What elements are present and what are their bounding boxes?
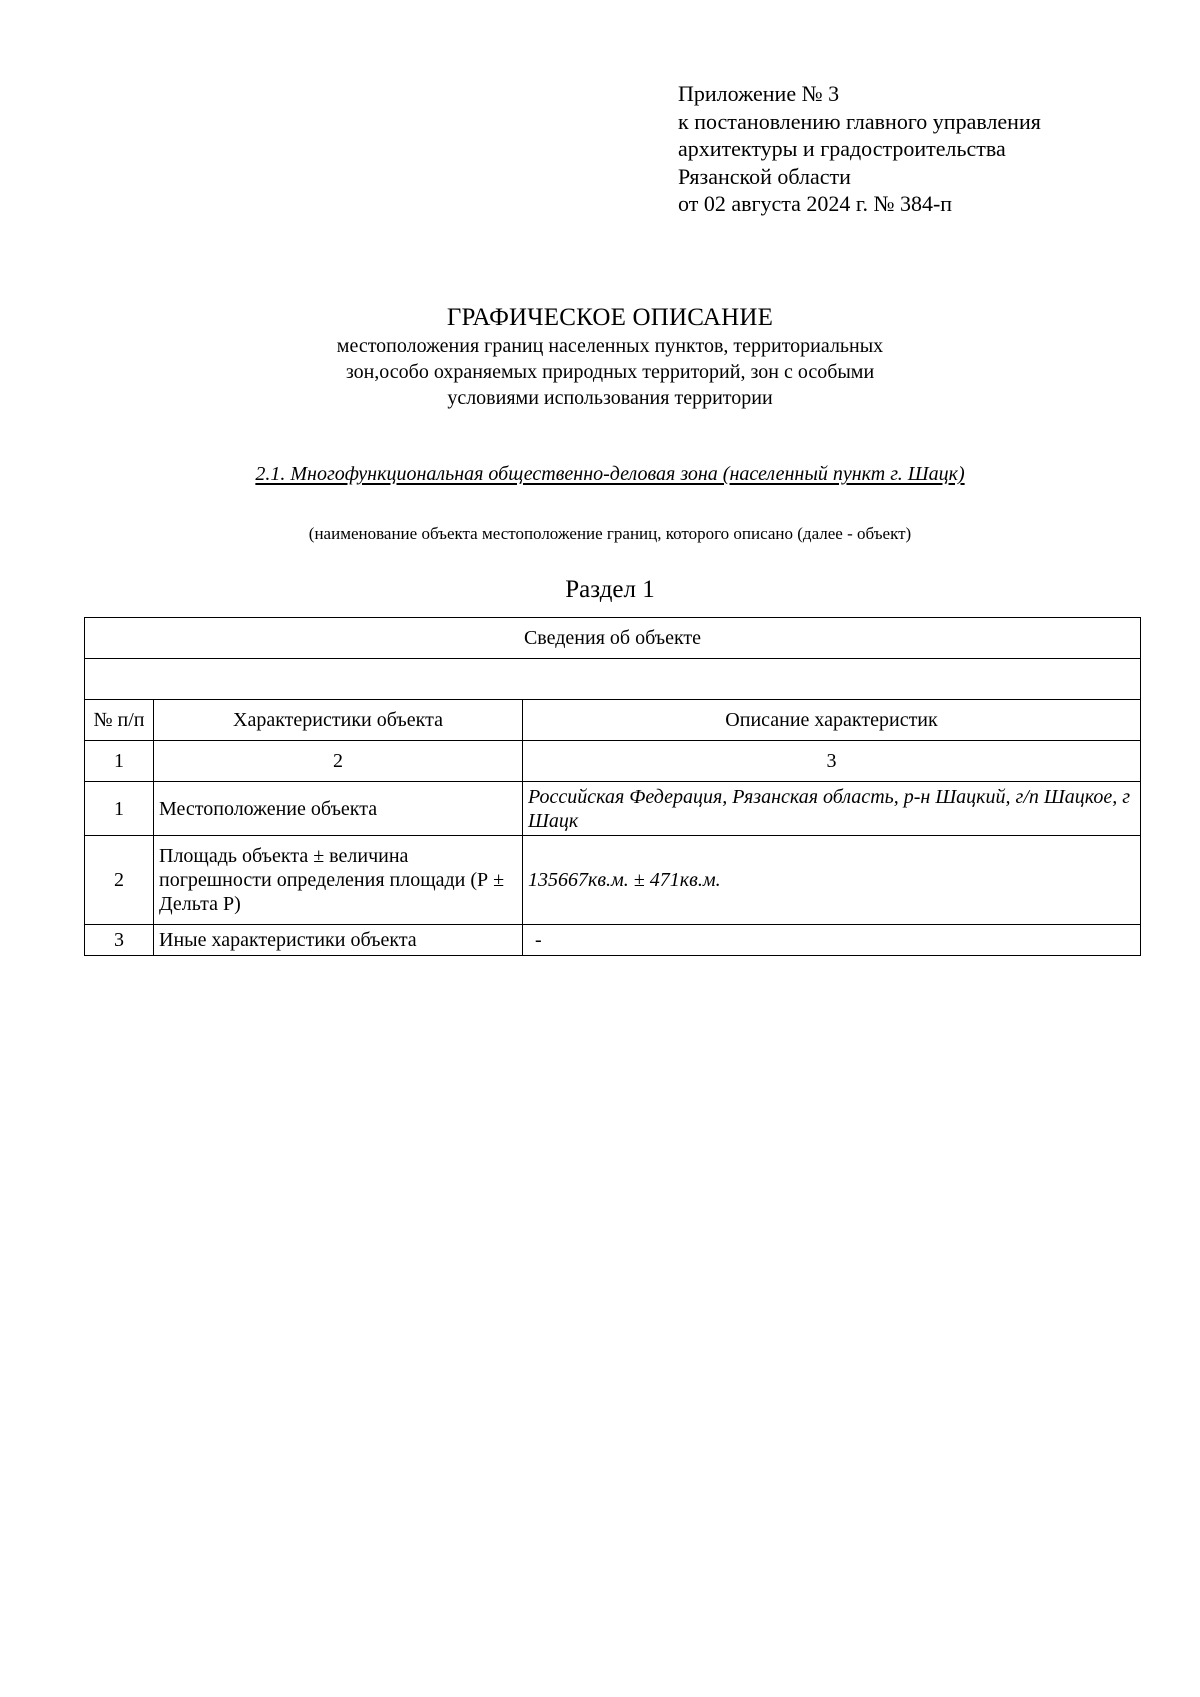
approval-line: архитектуры и градостроительства — [678, 136, 1006, 161]
row-number-cell: 1 — [85, 782, 154, 836]
table-header-row — [85, 700, 1141, 741]
document-title: ГРАФИЧЕСКОЕ ОПИСАНИЕ — [446, 304, 774, 331]
document-subtitle — [0, 333, 1200, 411]
table-row — [85, 836, 1141, 925]
table-column-number-row — [85, 741, 1141, 782]
table-empty-row — [85, 659, 1141, 700]
description-cell: 135667кв.м. ± 471кв.м. — [523, 836, 1141, 925]
object-note: (наименование объекта местоположение границ, которого описано (далее - объект) — [308, 524, 912, 543]
approval-line: Приложение № 3 — [678, 81, 840, 106]
object-name-text: 2.1. Многофункциональная общественно-деловая зона (населенный пункт г. Шацк) — [255, 463, 965, 485]
object-info-table — [84, 617, 1141, 956]
approval-block — [678, 80, 1041, 218]
subtitle-line: зон,особо охраняемых природных территорий, зон с особыми — [345, 361, 875, 383]
subtitle-line: местоположения границ населенных пунктов, территориальных — [336, 335, 884, 357]
object-name — [0, 461, 1200, 487]
table-caption-row — [85, 618, 1141, 659]
description-cell: Российская Федерация, Рязанская область, р-н Шацкий, г/п Шацкое, г Шацк — [523, 782, 1141, 836]
table-row — [85, 925, 1141, 956]
column-number-cell: 1 — [85, 741, 154, 782]
column-number-cell: 2 — [154, 741, 523, 782]
characteristic-cell: Площадь объекта ± величина погрешности определения площади (Р ± Дельта Р) — [154, 836, 523, 925]
approval-line: от 02 августа 2024 г. № 384-п — [678, 191, 953, 216]
table-row — [85, 782, 1141, 836]
header-cell: № п/п — [85, 700, 154, 741]
approval-line: к постановлению главного управления — [678, 108, 1041, 134]
section-heading: Раздел 1 — [565, 576, 655, 603]
approval-line: Рязанской области — [678, 163, 851, 189]
row-number-cell: 3 — [85, 925, 154, 956]
header-cell: Характеристики объекта — [154, 700, 523, 741]
subtitle-line: условиями использования территории — [447, 387, 773, 409]
characteristic-cell: Местоположение объекта — [154, 782, 523, 836]
table-caption: Сведения об объекте — [85, 618, 1141, 659]
column-number-cell: 3 — [523, 741, 1141, 782]
characteristic-cell: Иные характеристики объекта — [154, 925, 523, 956]
empty-cell — [85, 659, 1141, 700]
header-cell: Описание характеристик — [523, 700, 1141, 741]
row-number-cell: 2 — [85, 836, 154, 925]
description-cell: - — [523, 925, 1141, 956]
